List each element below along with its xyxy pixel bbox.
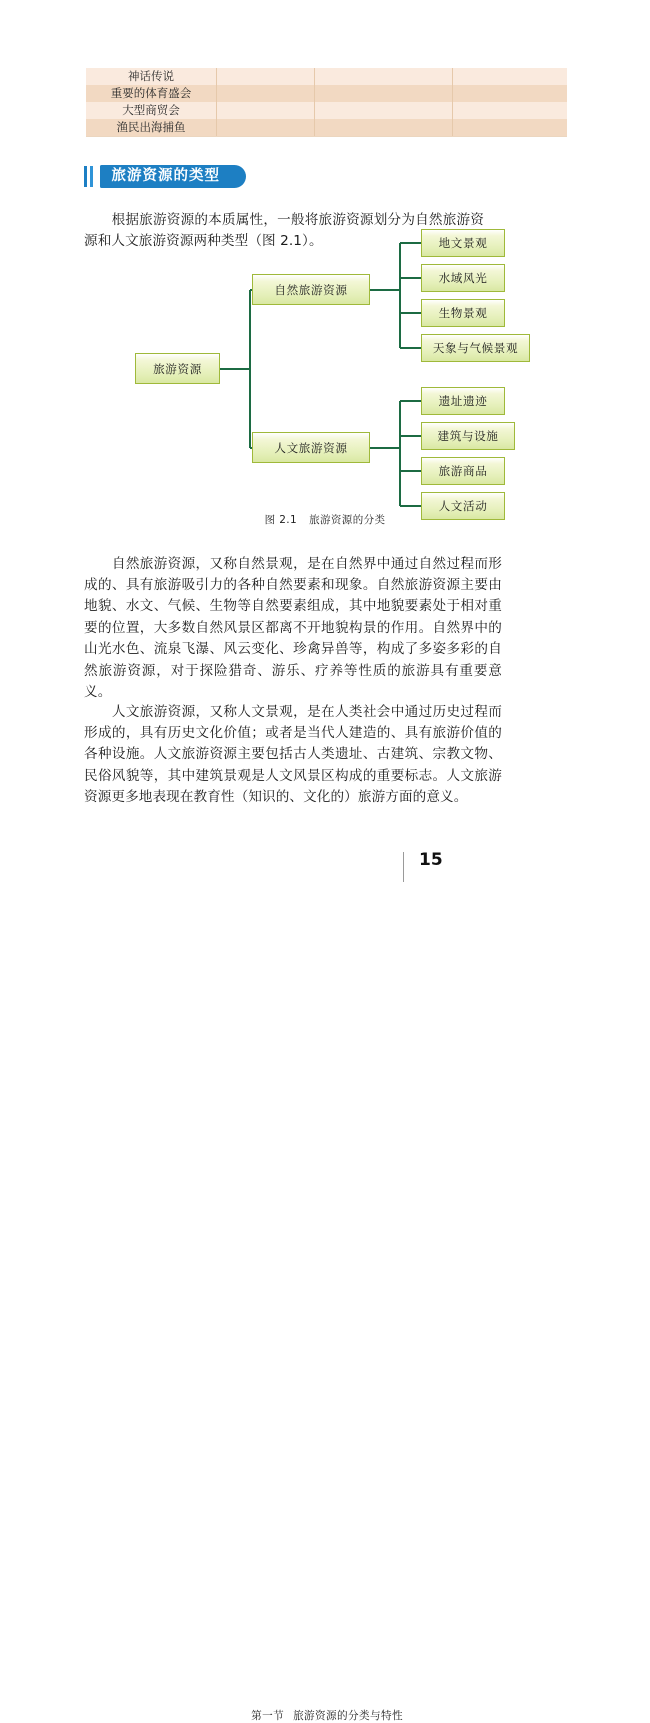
table-cell-b — [217, 68, 315, 85]
section-heading — [84, 164, 246, 188]
table-cell-label: 重要的体育盛会 — [86, 85, 217, 102]
diagram-leaf-natural-1: 水域风光 — [421, 264, 505, 292]
diagram-node-natural: 自然旅游资源 — [252, 274, 370, 305]
continued-table — [86, 68, 564, 137]
table-cell-d — [453, 85, 568, 102]
footer-divider — [403, 852, 404, 882]
figure-number: 图 2.1 — [264, 514, 298, 526]
paragraph-intro: 根据旅游资源的本质属性，一般将旅游资源划分为自然旅游资源和人文旅游资源两种类型（图 2.1）。 — [84, 211, 484, 249]
table-cell-label: 渔民出海捕鱼 — [86, 119, 217, 137]
page-number: 15 — [419, 850, 443, 870]
diagram-leaf-humanistic-3: 人文活动 — [421, 492, 505, 520]
table-row — [86, 85, 567, 102]
footer-title-label: 旅游资源的分类与特性 — [293, 1710, 403, 1722]
paragraph-natural-resources: 自然旅游资源，又称自然景观，是在自然界中通过自然过程而形成的、具有旅游吸引力的各种自然要素和现象。自然旅游资源主要由地貌、水文、气候、生物等自然要素组成，其中地貌要素处于相对重要的位置，大多数自然风景区都离不开地貌构景的作用。自然界中的山光水色、流泉飞瀑、风云变化、珍禽异兽等，构成了多姿多彩的自然旅游资源，对于探险猎奇、游乐、疗养等性质的旅游具有重要意义。 — [84, 555, 502, 701]
diagram-leaf-natural-2: 生物景观 — [421, 299, 505, 327]
table-cell-c — [315, 102, 453, 119]
footer-chapter-label: 第一节 — [251, 1710, 285, 1722]
table-cell-b — [217, 119, 315, 137]
table-cell-b — [217, 85, 315, 102]
diagram-leaf-humanistic-2: 旅游商品 — [421, 457, 505, 485]
table-body — [86, 68, 567, 137]
table-row — [86, 119, 567, 137]
table-cell-label: 大型商贸会 — [86, 102, 217, 119]
diagram-node-humanistic: 人文旅游资源 — [252, 432, 370, 463]
table-row — [86, 68, 567, 85]
table-cell-b — [217, 102, 315, 119]
table-cell-c — [315, 119, 453, 137]
footer-running-title — [251, 1708, 403, 1723]
table-cell-c — [315, 68, 453, 85]
table-cell-d — [453, 102, 568, 119]
figure-caption — [0, 512, 650, 527]
table-row — [86, 102, 567, 119]
heading-bars-icon — [84, 166, 93, 187]
diagram-leaf-natural-3: 天象与气候景观 — [421, 334, 530, 362]
classification-diagram — [84, 226, 564, 511]
table-cell-label: 神话传说 — [86, 68, 217, 85]
diagram-leaf-humanistic-0: 遗址遗迹 — [421, 387, 505, 415]
page-footer — [0, 852, 650, 1722]
table-cell-d — [453, 68, 568, 85]
section-heading-label: 旅游资源的类型 — [100, 165, 247, 188]
diagram-leaf-humanistic-1: 建筑与设施 — [421, 422, 515, 450]
table — [86, 68, 567, 137]
diagram-leaf-natural-0: 地文景观 — [421, 229, 505, 257]
paragraph-humanistic-resources: 人文旅游资源，又称人文景观，是在人类社会中通过历史过程而形成的，具有历史文化价值；或者是当代人建造的、具有旅游价值的各种设施。人文旅游资源主要包括古人类遗址、古建筑、宗教文物、民俗风貌等，其中建筑景观是人文风景区构成的重要标志。人文旅游资源更多地表现在教育性（知识的、文化的）旅游方面的意义。 — [84, 703, 502, 806]
table-cell-c — [315, 85, 453, 102]
figure-caption-text: 旅游资源的分类 — [309, 514, 386, 526]
table-cell-d — [453, 119, 568, 137]
diagram-node-root: 旅游资源 — [135, 353, 220, 384]
